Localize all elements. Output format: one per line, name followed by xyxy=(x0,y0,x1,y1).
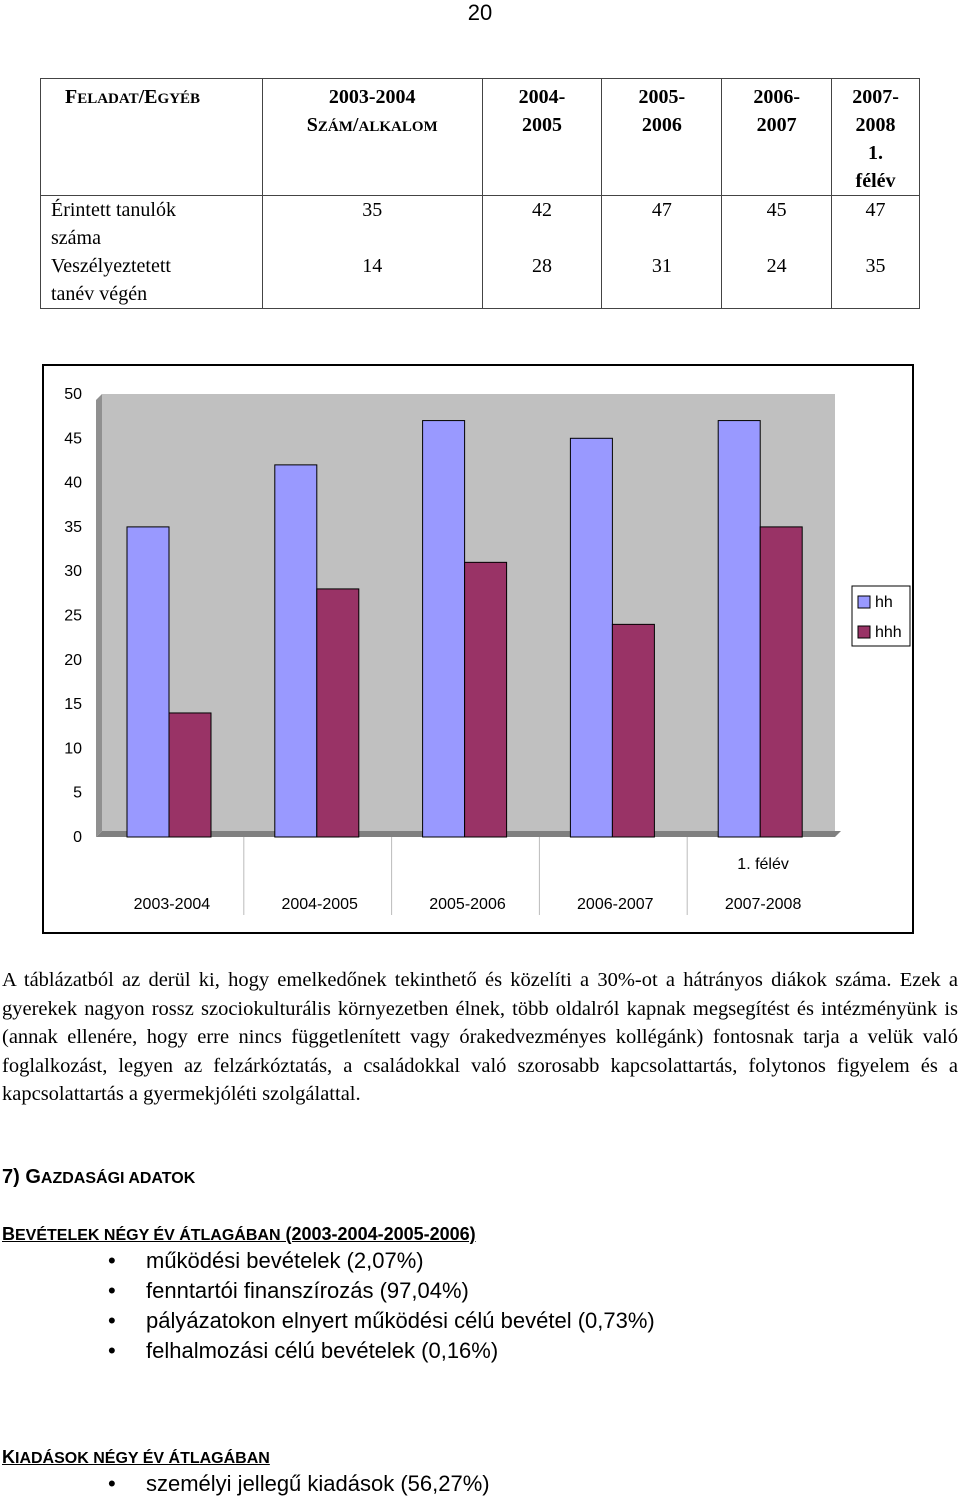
table-cell: 31 xyxy=(602,252,722,309)
y-tick-label: 35 xyxy=(64,518,82,536)
list-item: • személyi jellegű kiadások (56,27%) xyxy=(108,1469,490,1499)
y-tick-label: 5 xyxy=(73,784,82,802)
table-header-row xyxy=(41,79,920,196)
header-task: FELADAT/EGYÉB xyxy=(41,79,263,196)
bar-hh xyxy=(275,465,317,837)
y-tick-label: 15 xyxy=(64,696,82,714)
x-tick-label: 2007-2008 xyxy=(724,896,802,913)
table-row xyxy=(41,196,920,253)
header-2005-2006: 2005- 2006 xyxy=(602,79,722,196)
y-tick-label: 40 xyxy=(64,474,82,492)
bar-hhh xyxy=(760,527,802,837)
students-table xyxy=(40,78,920,309)
income-list xyxy=(108,1246,655,1366)
table-cell: 45 xyxy=(722,196,832,253)
table-cell: 35 xyxy=(262,196,482,253)
header-2007-2008: 2007- 2008 1. félév xyxy=(832,79,920,196)
row-label: Érintett tanulók száma xyxy=(41,196,263,253)
table-cell: 35 xyxy=(832,252,920,309)
bar-hh xyxy=(127,527,169,837)
bar-hh xyxy=(718,421,760,837)
bar-chart-svg xyxy=(44,366,912,932)
table-cell: 42 xyxy=(482,196,602,253)
expenses-heading: KIADÁSOK NÉGY ÉV ÁTLAGÁBAN xyxy=(2,1447,270,1467)
bar-hhh xyxy=(317,589,359,837)
list-item: • fenntartói finanszírozás (97,04%) xyxy=(108,1276,655,1306)
bar-hhh xyxy=(612,624,654,837)
bar-chart xyxy=(42,364,914,934)
table-cell: 24 xyxy=(722,252,832,309)
y-tick-label: 50 xyxy=(64,386,82,403)
list-item: • pályázatokon elnyert működési célú bevétel (0,73%) xyxy=(108,1306,655,1336)
body-paragraph: A táblázatból az derül ki, hogy emelkedőnek tekinthető és közelíti a 30%-ot a hátrányos diákok száma. Ezek a gyerekek nagyon rossz szociokulturális környezetben élnek, több oldalról kapnak megsegítést és intézményünk is (annak ellenére, hogy erre nincs függetlenített vagy órakedvezményes kollégánk) fontosnak tarja a velük való foglalkozást, legyen az felzárkóztatás, a családokkal való szorosabb kapcsolattartás, folytonos figyelem és a kapcsolattartás a gyermekjóléti szolgálattal. xyxy=(2,969,958,1105)
x-tick-label: 2004-2005 xyxy=(281,896,358,913)
income-heading: BEVÉTELEK NÉGY ÉV ÁTLAGÁBAN (2003-2004-2005-2006) xyxy=(2,1224,476,1244)
expenses-list xyxy=(108,1469,490,1499)
header-2006-2007: 2006- 2007 xyxy=(722,79,832,196)
list-item: • felhalmozási célú bevételek (0,16%) xyxy=(108,1336,655,1366)
bar-hhh xyxy=(465,562,507,837)
table-cell: 47 xyxy=(602,196,722,253)
section-heading: 7) GAZDASÁGI ADATOK xyxy=(2,1166,196,1188)
plot-side-wall xyxy=(96,394,102,837)
legend-label: hhh xyxy=(875,624,902,641)
x-tick-label: 2003-2004 xyxy=(133,896,211,913)
x-tick-label: 2006-2007 xyxy=(577,896,654,913)
row-label: Veszélyeztetett tanév végén xyxy=(41,252,263,309)
table-cell: 47 xyxy=(832,196,920,253)
legend-swatch xyxy=(858,596,870,608)
y-tick-label: 30 xyxy=(64,563,82,581)
bar-hh xyxy=(570,438,612,837)
x-tick-label: 2005-2006 xyxy=(429,896,506,913)
bar-hhh xyxy=(169,713,211,837)
table-cell: 28 xyxy=(482,252,602,309)
bar-hh xyxy=(423,421,465,837)
page-number: 20 xyxy=(467,0,493,25)
table-cell: 14 xyxy=(262,252,482,309)
y-tick-label: 20 xyxy=(64,651,82,669)
y-tick-label: 45 xyxy=(64,430,82,448)
y-tick-label: 10 xyxy=(64,740,82,758)
legend-label: hh xyxy=(875,594,893,611)
legend-swatch xyxy=(858,626,870,638)
x-tick-label-prefix: 1. félév xyxy=(737,856,789,873)
header-2003-2004: 2003-2004 SZÁM/ALKALOM xyxy=(262,79,482,196)
y-tick-label: 25 xyxy=(64,607,82,625)
list-item: • működési bevételek (2,07%) xyxy=(108,1246,655,1276)
y-tick-label: 0 xyxy=(73,829,82,846)
header-2004-2005: 2004- 2005 xyxy=(482,79,602,196)
table-row xyxy=(41,252,920,309)
